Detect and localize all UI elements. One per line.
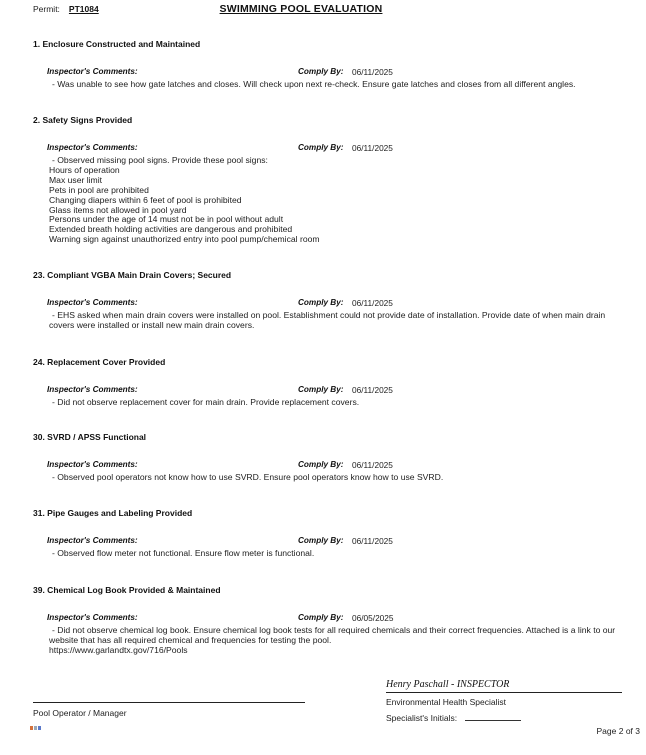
evaluation-section [0, 508, 646, 558]
section-heading: 30. SVRD / APSS Functional [33, 432, 147, 442]
inspectors-comments-label: Inspector's Comments: [47, 67, 138, 76]
comment-line: Glass items not allowed in pool yard [49, 204, 187, 215]
inspector-comments-text [49, 398, 627, 408]
comments-header-row [0, 143, 646, 153]
inspector-title: Environmental Health Specialist [386, 697, 507, 707]
comply-by-label: Comply By: [298, 385, 344, 394]
comments-header-row [0, 536, 646, 546]
comment-line: - Did not observe replacement cover for main drain. Provide replacement covers. [52, 397, 360, 407]
inspector-comments-text [49, 311, 627, 331]
comply-by-label: Comply By: [298, 536, 344, 545]
evaluation-section [0, 115, 646, 245]
comment-line: - Was unable to see how gate latches and closes. Will check upon next re-check. Ensure gate latches and closes from all different angles. [52, 79, 576, 89]
comply-by-date: 06/11/2025 [352, 298, 393, 308]
comments-header-row [0, 298, 646, 308]
comment-line: Extended breath holding activities are dangerous and prohibited [49, 224, 293, 235]
comments-header-row [0, 385, 646, 395]
section-heading: 31. Pipe Gauges and Labeling Provided [33, 508, 193, 518]
comment-line: - Observed flow meter not functional. Ensure flow meter is functional. [52, 548, 315, 558]
comply-by-label: Comply By: [298, 460, 344, 469]
comply-by-date: 06/11/2025 [352, 143, 393, 153]
comment-line: - Observed missing pool signs. Provide these pool signs: [52, 155, 268, 165]
comments-header-row [0, 613, 646, 623]
inspectors-comments-label: Inspector's Comments: [47, 613, 138, 622]
specialist-initials-label: Specialist's Initials: [386, 713, 458, 723]
inspectors-comments-label: Inspector's Comments: [47, 385, 138, 394]
inspectors-comments-label: Inspector's Comments: [47, 298, 138, 307]
permit-row [33, 4, 99, 14]
inspectors-comments-label: Inspector's Comments: [47, 143, 138, 152]
evaluation-section [0, 39, 646, 89]
comply-by-date: 06/11/2025 [352, 536, 393, 546]
page-title: SWIMMING POOL EVALUATION [219, 3, 383, 15]
inspector-comments-text [49, 156, 627, 245]
evaluation-section [0, 270, 646, 330]
tiny-footer-mark-icon [30, 726, 41, 730]
section-heading: 23. Compliant VGBA Main Drain Covers; Secured [33, 270, 232, 280]
comply-by-date: 06/11/2025 [352, 67, 393, 77]
comment-line: https://www.garlandtx.gov/716/Pools [49, 644, 188, 655]
section-heading: 39. Chemical Log Book Provided & Maintained [33, 585, 221, 595]
comment-line: - Did not observe chemical log book. Ensure chemical log book tests for all required chemicals and their correct frequencies. Attached is a link to our website that has all required chemical and frequencies for testing the pool. [49, 625, 616, 645]
evaluation-section [0, 432, 646, 482]
inspectors-comments-label: Inspector's Comments: [47, 460, 138, 469]
inspectors-comments-label: Inspector's Comments: [47, 536, 138, 545]
comment-line: - EHS asked when main drain covers were installed on pool. Establishment could not provide date of installation. Provide date of when main drain covers were installed or install new main drain covers. [49, 310, 606, 330]
page-indicator: Page 2 of 3 [596, 726, 640, 736]
comply-by-date: 06/05/2025 [352, 613, 394, 623]
permit-label: Permit: [33, 4, 60, 14]
comments-header-row [0, 460, 646, 470]
comment-line: Warning sign against unauthorized entry into pool pump/chemical room [49, 234, 320, 245]
pool-operator-label: Pool Operator / Manager [33, 708, 127, 718]
comments-header-row [0, 67, 646, 77]
permit-number: PT1084 [68, 4, 99, 14]
inspector-comments-text [49, 549, 627, 559]
pool-operator-signature-line [33, 702, 305, 703]
comment-line: Pets in pool are prohibited [49, 184, 149, 195]
comply-by-label: Comply By: [298, 67, 344, 76]
section-heading: 24. Replacement Cover Provided [33, 357, 166, 367]
comment-line: Changing diapers within 6 feet of pool is prohibited [49, 194, 242, 205]
comment-line: Hours of operation [49, 164, 120, 175]
section-heading: 1. Enclosure Constructed and Maintained [33, 39, 201, 49]
specialist-initials-blank [465, 712, 521, 721]
comply-by-date: 06/11/2025 [352, 385, 393, 395]
specialist-initials-row [386, 712, 521, 723]
comply-by-label: Comply By: [298, 298, 344, 307]
comply-by-label: Comply By: [298, 143, 344, 152]
comply-by-date: 06/11/2025 [352, 460, 393, 470]
comment-line: Max user limit [49, 174, 103, 185]
inspector-comments-text [49, 80, 627, 90]
evaluation-section [0, 357, 646, 407]
inspector-comments-text [49, 473, 627, 483]
section-heading: 2. Safety Signs Provided [33, 115, 133, 125]
comment-line: Persons under the age of 14 must not be in pool without adult [49, 214, 284, 225]
comply-by-label: Comply By: [298, 613, 344, 622]
comment-line: - Observed pool operators not know how to use SVRD. Ensure pool operators know how to use SVRD. [52, 472, 444, 482]
inspector-signature: Henry Paschall - INSPECTOR [386, 679, 622, 693]
inspector-comments-text [49, 626, 627, 656]
evaluation-section [0, 585, 646, 655]
